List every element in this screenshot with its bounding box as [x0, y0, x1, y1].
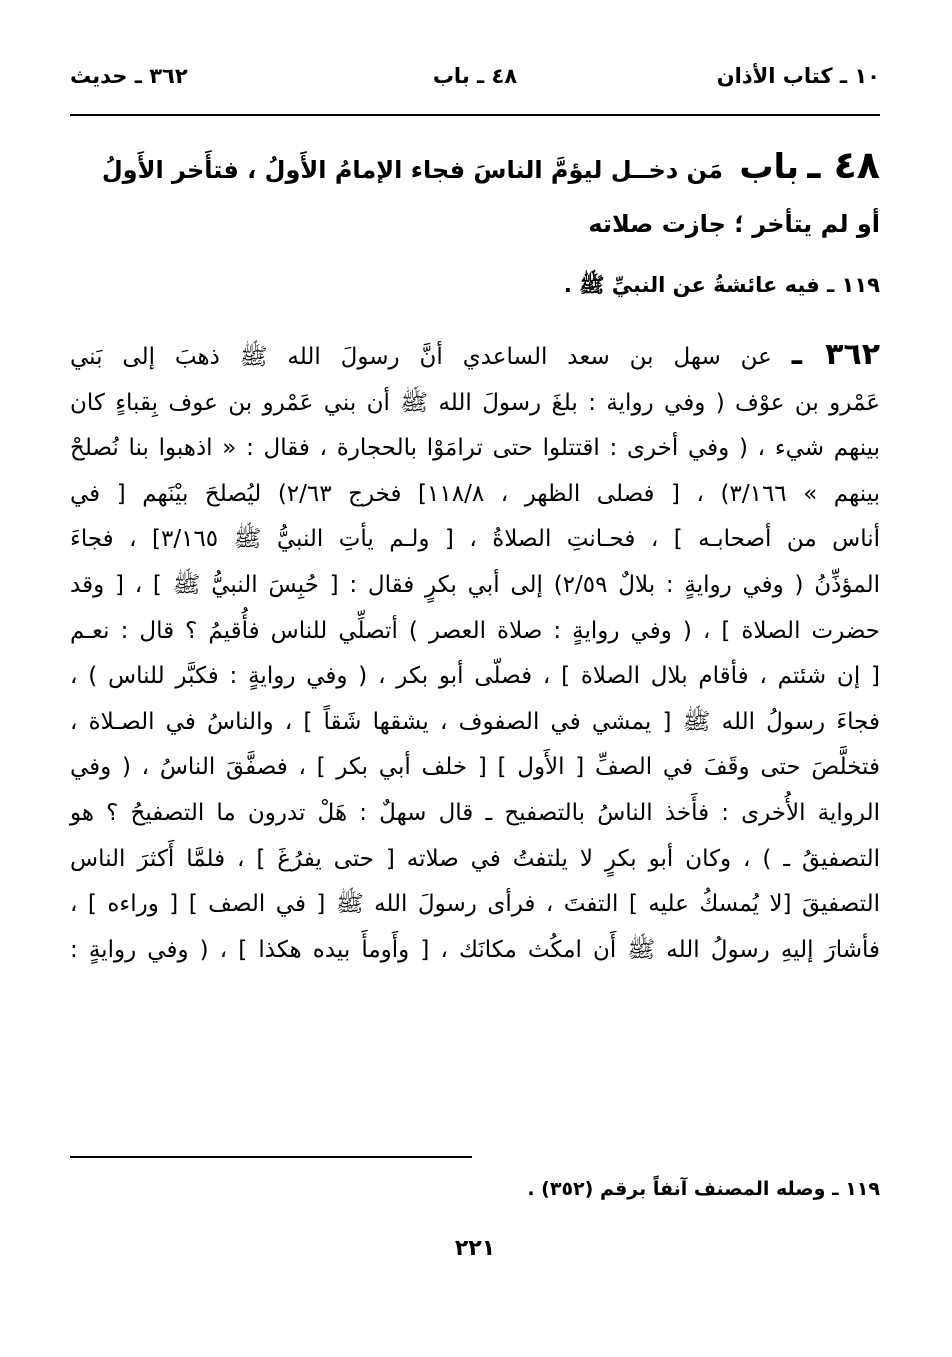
hadith-line: فأشارَ إليهِ رسولُ الله ﷺ أَن امكُث مكانَك ، [ وأَومأَ بيده هكذا ] ، ( وفي روايةٍ : [70, 936, 880, 963]
hadith-line: عَمْرو بن عوْف ( وفي رواية : بلغَ رسولَ الله ﷺ أن بني عَمْرو بن عوف بِقباءٍ كان [70, 389, 880, 416]
chapter-title-line1: مَن دخــل ليؤمَّ الناسَ فجاء الإمامُ الأَولُ ، فتأَخر الأَولُ [101, 156, 723, 184]
hadith-line: أناس من أصحابـه ] ، فحـانتِ الصلاةُ ، [ ولـم يأتِ النبيُّ ﷺ ٣/١٦٥] ، فجاءَ [70, 526, 880, 553]
hadith-line: فجاءَ رسولُ الله ﷺ [ يمشي في الصفوف ، يشقها شَقاً ] ، والناسُ في الصـلاة ، [70, 708, 880, 735]
chapter-heading [70, 138, 880, 251]
hadith-line: بينهم » ٣/١٦٦) ، [ فصلى الظهر ، ١١٨/٨] فخرج ٢/٦٣) ليُصلحَ بيْنَهم [ في [70, 480, 880, 507]
hadith-line: التصفيقُ ـ ) ، وكان أبو بكرٍ لا يلتفتُ في صلاته [ حتى يفرُغَ ] ، فلمَّا أَكثرَ الناس [70, 845, 880, 872]
page-number: ٢٢١ [454, 1236, 496, 1261]
hadith-line: المؤذِّنُ ( وفي روايةٍ : بلالٌ ٢/٥٩) إلى أبي بكرٍ فقال : [ حُبِسَ النبيُّ ﷺ ] ، [ وقد [70, 571, 880, 598]
running-header-book: ١٠ ـ كتاب الأذان [716, 64, 880, 88]
hadith-line: حضرت الصلاة ] ، ( وفي روايةٍ : صلاة العصر ) أتصلِّي للناس فأُقيمُ ؟ قال : نعـم [70, 617, 880, 644]
header-divider [70, 114, 880, 116]
chapter-number: ٤٨ ـ [807, 143, 880, 187]
footnote-divider [70, 1156, 472, 1158]
hadith-line: التصفيقَ [لا يُمسكُ عليه ] التفتَ ، فرأى رسولَ الله ﷺ [ في الصف ] [ وراءه ] ، [70, 891, 880, 918]
chapter-title-line2: أو لم يتأخر ؛ جازت صلاته [588, 210, 880, 238]
hadith-line: الرواية الأُخرى : فأَخذ الناسُ بالتصفيح ـ قال سهلٌ : هَلْ تدرون ما التصفيحُ ؟ هو [70, 799, 880, 826]
hadith-line: [ إن شئتم ، فأقام بلال الصلاة ] ، فصلّى أبو بكر ، ( وفي روايةٍ : فكبَّر للناس ) ، [70, 663, 880, 690]
running-header-hadith: ٣٦٢ ـ حديث [70, 64, 188, 88]
chapter-word: باب [739, 147, 800, 187]
book-page [70, 0, 880, 1357]
hadith-line: بينهم شيء ، ( وفي أخرى : اقتتلوا حتى ترامَوْا بالحجارة ، فقال : « اذهبوا بنا نُصلحْ [70, 435, 880, 462]
running-header [70, 64, 880, 100]
footnote: ١١٩ ـ وصله المصنف آنفاً برقم (٣٥٢) . [527, 1178, 880, 1200]
hadith-line: فتخلَّصَ حتى وقَفَ في الصفِّ [ الأَول ] [ خلف أبي بكر ] ، فصفَّقَ الناسُ ، ( وفي [70, 754, 880, 781]
running-header-chapter: ٤٨ ـ باب [432, 64, 518, 88]
hadith-line [70, 332, 880, 381]
hadith-line-text: عن سهل بن سعد الساعدي أنَّ رسولَ الله ﷺ ذهبَ إلى بَني [70, 344, 772, 370]
hadith-number: ٣٦٢ ـ [791, 337, 881, 372]
note-reference: ١١٩ ـ فيه عائشةُ عن النبيِّ ﷺ . [563, 273, 880, 297]
hadith-body [70, 332, 880, 973]
